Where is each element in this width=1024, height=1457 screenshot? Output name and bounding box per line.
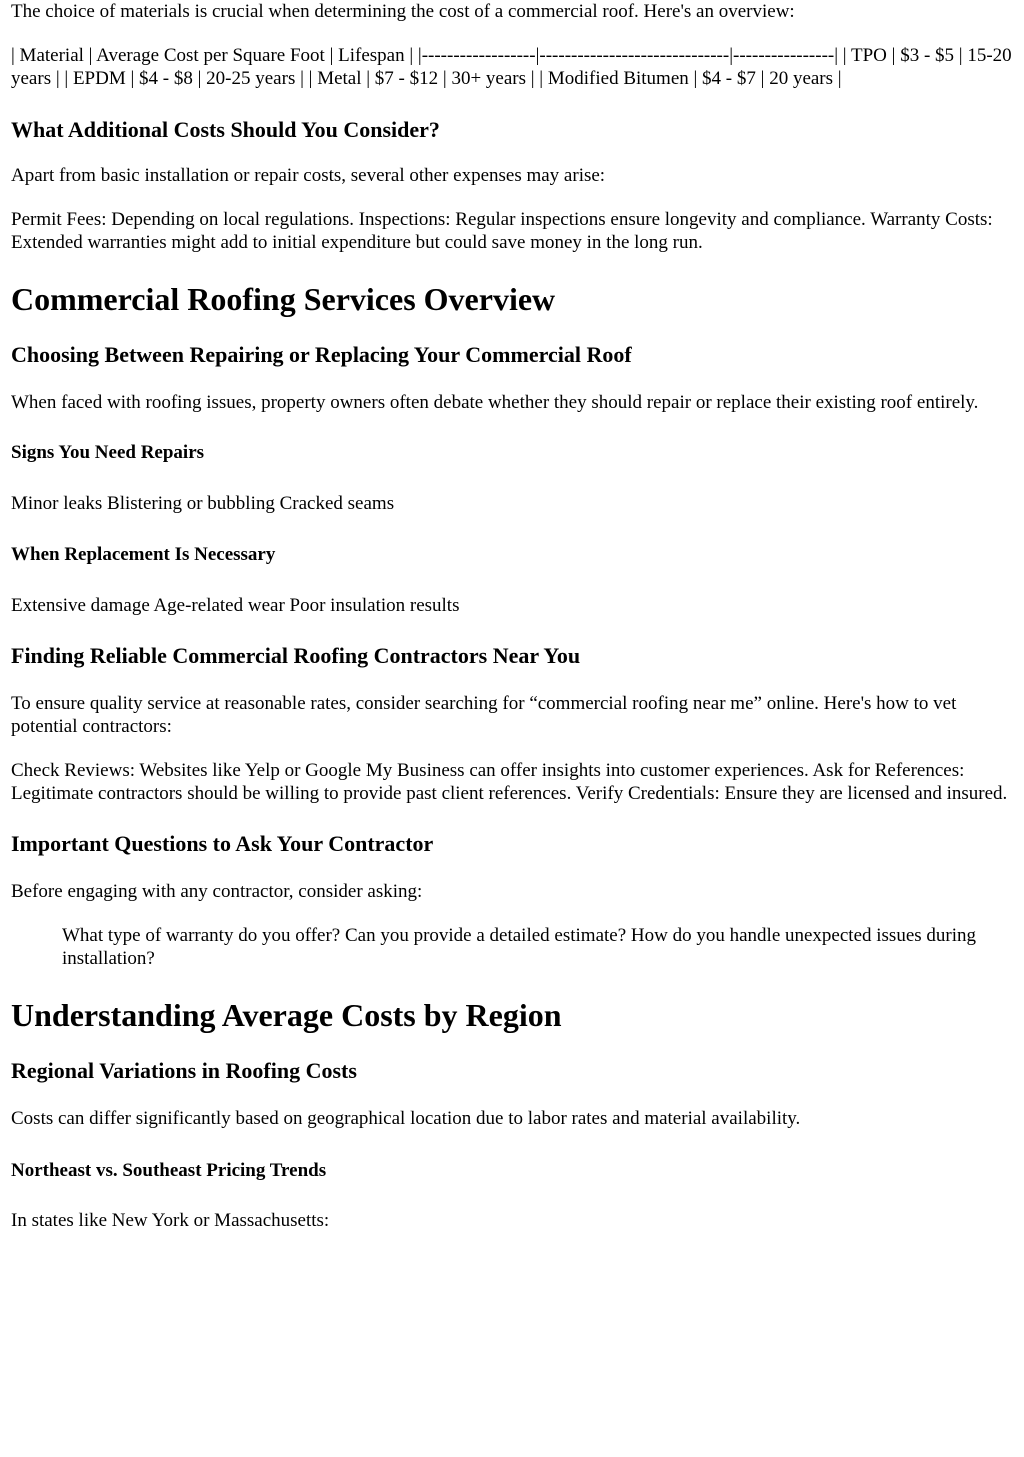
signs-repairs-text: Minor leaks Blistering or bubbling Cracked seams — [11, 493, 395, 514]
replacement-text: Extensive damage Age-related wear Poor insulation results — [11, 595, 460, 616]
pricing-trends-text: In states like New York or Massachusetts: — [11, 1210, 330, 1231]
contractors-paragraph: To ensure quality service at reasonable rates, consider searching for “commercial roofing near me” online. Here's how to vet potential contractors: — [11, 693, 957, 737]
additional-costs-heading: What Additional Costs Should You Consider? — [11, 117, 440, 142]
additional-costs-intro: Apart from basic installation or repair costs, several other expenses may arise: — [11, 165, 606, 186]
intro-paragraph: The choice of materials is crucial when determining the cost of a commercial roof. Here's an overview: — [11, 1, 795, 22]
repair-replace-heading: Choosing Between Repairing or Replacing Your Commercial Roof — [11, 342, 632, 367]
services-heading: Commercial Roofing Services Overview — [11, 281, 556, 317]
pricing-trends-heading: Northeast vs. Southeast Pricing Trends — [11, 1160, 327, 1181]
questions-quote: What type of warranty do you offer? Can you provide a detailed estimate? How do you handle unexpected issues during installation? — [62, 925, 977, 969]
questions-heading: Important Questions to Ask Your Contractor — [11, 831, 434, 856]
signs-repairs-heading: Signs You Need Repairs — [11, 442, 205, 463]
materials-table-text: | Material | Average Cost per Square Foot | Lifespan | |------------------|------------------------------|----------------| | TPO | $3 - $5 | 15-20 years | | EPDM | $4 - $8 | 20-25 years | | Metal | $7 - $12 | 30+ years | | Modified Bitumen | $4 - $7 | 20 years | — [11, 45, 1012, 89]
repair-replace-paragraph: When faced with roofing issues, property owners often debate whether they should repair or replace their existing roof entirely. — [11, 392, 979, 413]
regional-heading: Understanding Average Costs by Region — [11, 997, 562, 1033]
questions-intro: Before engaging with any contractor, consider asking: — [11, 881, 423, 902]
contractors-heading: Finding Reliable Commercial Roofing Contractors Near You — [11, 643, 581, 668]
regional-variations-text: Costs can differ significantly based on geographical location due to labor rates and material availability. — [11, 1108, 801, 1129]
replacement-heading: When Replacement Is Necessary — [11, 544, 276, 565]
contractors-list: Check Reviews: Websites like Yelp or Google My Business can offer insights into customer experiences. Ask for References: Legitimate contractors should be willing to provide past client references. Verify Credentials: Ensure they are licensed and insured. — [11, 760, 1008, 804]
additional-costs-list: Permit Fees: Depending on local regulations. Inspections: Regular inspections ensure longevity and compliance. Warranty Costs: Extended warranties might add to initial expenditure but could save money in the long run. — [11, 209, 993, 253]
regional-variations-heading: Regional Variations in Roofing Costs — [11, 1058, 357, 1083]
